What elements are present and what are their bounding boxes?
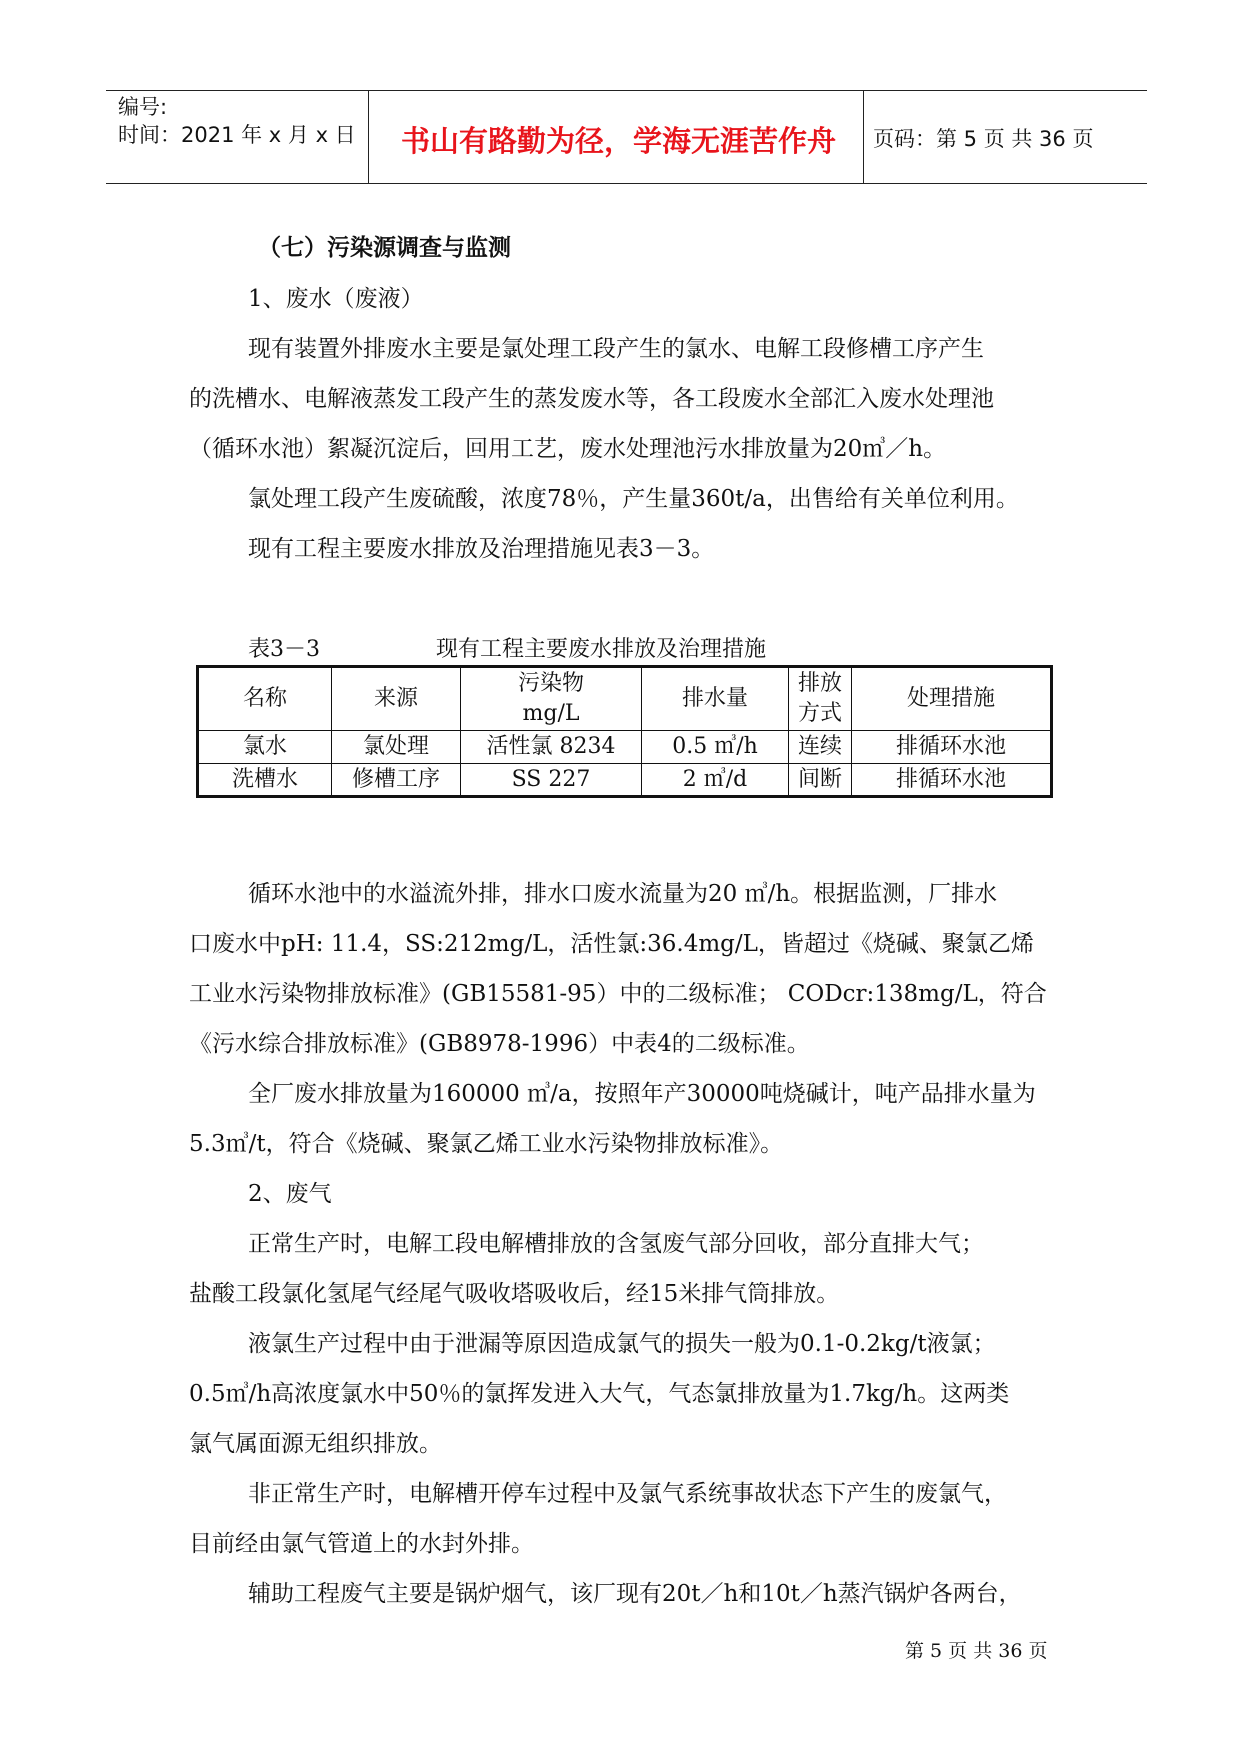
table-header-cell	[461, 667, 642, 731]
table-row	[198, 731, 1052, 764]
table-cell: 0.5 ㎥/h	[642, 731, 789, 764]
table-header-cell: 来源	[332, 667, 461, 731]
paragraph-line: 全厂废水排放量为160000 ㎥/a，按照年产30000吨烧碱计，吨产品排水量为	[248, 1081, 1036, 1107]
paragraph-line: 《污水综合排放标准》(GB8978-1996）中表4的二级标准。	[189, 1031, 810, 1057]
table-cell: SS 227	[461, 764, 642, 797]
paragraph-line: 的洗槽水、电解液蒸发工段产生的蒸发废水等，各工段废水全部汇入废水处理池	[189, 386, 994, 412]
table-caption: 现有工程主要废水排放及治理措施	[436, 637, 767, 662]
table-row	[198, 764, 1052, 797]
table-cell: 洗槽水	[198, 764, 332, 797]
page-footer: 第 5 页 共 36 页	[905, 1640, 1048, 1662]
table-cell: 活性氯 8234	[461, 731, 642, 764]
header-pollutant: 污染物	[517, 671, 584, 696]
paragraph-line: （循环水池）絮凝沉淀后，回用工艺，废水处理池污水排放量为20㎥／h。	[189, 436, 947, 462]
paragraph-line: 循环水池中的水溢流外排，排水口废水流量为20 ㎥/h。根据监测，厂排水	[248, 881, 998, 907]
table-header-cell	[789, 667, 852, 731]
table-cell: 氯水	[198, 731, 332, 764]
doc-number-label: 编号:	[118, 95, 168, 119]
table-cell: 氯处理	[332, 731, 461, 764]
subheading-wastewater: 1、废水（废液）	[248, 286, 424, 312]
table-cell: 排循环水池	[852, 764, 1052, 797]
table-cell: 修槽工序	[332, 764, 461, 797]
paragraph-line: 辅助工程废气主要是锅炉烟气，该厂现有20t／h和10t／h蒸汽锅炉各两台，	[248, 1581, 1022, 1607]
header-motto: 书山有路勤为径，学海无涯苦作舟	[400, 124, 836, 158]
header-mode: 方式	[797, 701, 842, 726]
paragraph-line: 现有工程主要废水排放及治理措施见表3－3。	[248, 536, 715, 562]
paragraph-line: 现有装置外排废水主要是氯处理工段产生的氯水、电解工段修槽工序产生	[248, 336, 984, 362]
paragraph-line: 氯处理工段产生废硫酸，浓度78％，产生量360t/a，出售给有关单位利用。	[248, 486, 1019, 512]
paragraph-line: 液氯生产过程中由于泄漏等原因造成氯气的损失一般为0.1-0.2kg/t液氯；	[248, 1331, 996, 1357]
table-cell: 排循环水池	[852, 731, 1052, 764]
wastewater-table	[196, 665, 1053, 798]
header-left	[118, 93, 356, 149]
table-cell: 连续	[789, 731, 852, 764]
header-divider	[368, 91, 369, 183]
table-header-row	[198, 667, 1052, 731]
table-cell: 间断	[789, 764, 852, 797]
paragraph-line: 目前经由氯气管道上的水封外排。	[189, 1531, 534, 1557]
table-cell: 2 ㎥/d	[642, 764, 789, 797]
table-number: 表3－3	[248, 637, 320, 662]
subheading-waste-gas: 2、废气	[248, 1181, 332, 1207]
header-divider	[863, 91, 864, 183]
paragraph-line: 正常生产时，电解工段电解槽排放的含氢废气部分回收，部分直排大气；	[248, 1231, 984, 1257]
paragraph-line: 口废水中pH: 11.4，SS:212mg/L，活性氯:36.4mg/L，皆超过《烧碱、聚氯乙烯	[189, 931, 1034, 957]
table-header-cell: 处理措施	[852, 667, 1052, 731]
paragraph-line: 5.3㎥/t，符合《烧碱、聚氯乙烯工业水污染物排放标准》。	[189, 1131, 784, 1157]
header-page-number: 页码：第 5 页 共 36 页	[873, 127, 1094, 151]
table-header-cell: 名称	[198, 667, 332, 731]
paragraph-line: 盐酸工段氯化氢尾气经尾气吸收塔吸收后，经15米排气筒排放。	[189, 1281, 840, 1307]
doc-time-label: 时间：2021 年 x 月 x 日	[118, 123, 356, 147]
paragraph-line: 氯气属面源无组织排放。	[189, 1431, 442, 1457]
header-discharge: 排放	[797, 671, 842, 696]
paragraph-line: 0.5㎥/h高浓度氯水中50％的氯挥发进入大气，气态氯排放量为1.7kg/h。这两类	[189, 1381, 1010, 1407]
paragraph-line: 工业水污染物排放标准》(GB15581-95）中的二级标准； CODcr:138mg/L，符合	[189, 981, 1047, 1007]
table-header-cell: 排水量	[642, 667, 789, 731]
section-title: （七）污染源调查与监测	[258, 235, 511, 261]
page-header	[106, 90, 1147, 184]
header-unit: mg/L	[522, 701, 580, 726]
paragraph-line: 非正常生产时，电解槽开停车过程中及氯气系统事故状态下产生的废氯气，	[248, 1481, 1007, 1507]
